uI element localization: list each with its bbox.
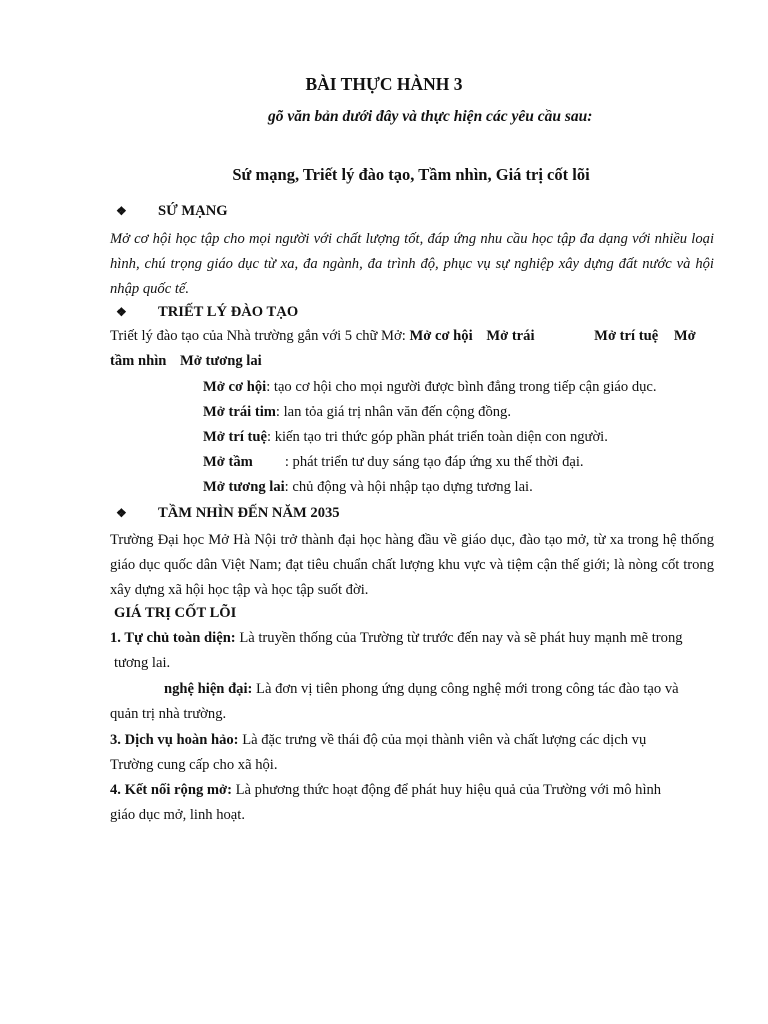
gia-tri-item-cont: Trường cung cấp cho xã hội. [110,757,278,773]
diamond-bullet-icon: ❖ [116,506,127,520]
gia-tri-item: 4. Kết nối rộng mở: Là phương thức hoạt động để phát huy hiệu quả của Trường với mô hình [110,782,662,798]
tam-nhin-heading: ❖ TẦM NHÌN ĐẾN NĂM 2035 [116,505,340,521]
gia-tri-heading: GIÁ TRỊ CỐT LÕI [114,605,237,621]
diamond-bullet-icon: ❖ [116,305,127,319]
gia-tri-item: 3. Dịch vụ hoàn hảo: Là đặc trưng về thái độ của mọi thành viên và chất lượng các dịch vụ [110,732,647,748]
triet-ly-item: Mở trí tuệ: kiến tạo tri thức góp phần phát triển toàn diện con người. [203,429,608,445]
su-mang-heading: ❖ SỨ MẠNG [116,203,228,219]
triet-ly-item: Mở trái tim: lan tỏa giá trị nhân văn đến cộng đồng. [203,404,511,420]
tam-nhin-text: Trường Đại học Mở Hà Nội trở thành đại học hàng đầu về giáo dục, đào tạo mở, từ xa trong hệ thống giáo dục quốc dân Việt Nam; đạt tiêu chuẩn chất lượng khu vực và tiệm cận thế giới; là nòng cốt trong xây dựng xã hội học tập và học tập suốt đời. [110,532,714,598]
su-mang-text: Mở cơ hội học tập cho mọi người với chất lượng tốt, đáp ứng nhu cầu học tập đa dạng với nhiều loại hình, chú trọng giáo dục từ xa, đa ngành, đa trình độ, phục vụ sự nghiệp xây dựng đất nước và hội nhập quốc tế. [110,231,714,297]
gia-tri-item-cont: tương lai. [114,655,171,671]
triet-ly-item: Mở tầm : phát triển tư duy sáng tạo đáp ứng xu thế thời đại. [203,454,584,470]
gia-tri-item-cont: giáo dục mở, linh hoạt. [110,807,245,823]
triet-ly-intro-line-2: tầm nhìn Mở tương lai [110,353,262,369]
gia-tri-item: 1. Tự chủ toàn diện: Là truyền thống của Trường từ trước đến nay và sẽ phát huy mạnh mẽ trong [110,630,683,646]
triet-ly-heading: ❖ TRIẾT LÝ ĐÀO TẠO [116,304,299,320]
gia-tri-item: nghệ hiện đại: Là đơn vị tiên phong ứng dụng công nghệ mới trong công tác đào tạo và [164,681,679,697]
document-subtitle: gõ văn bản dưới đây và thực hiện các yêu cầu sau: [268,108,593,125]
triet-ly-item: Mở cơ hội: tạo cơ hội cho mọi người được bình đẳng trong tiếp cận giáo dục. [203,379,657,395]
triet-ly-intro-line: Triết lý đào tạo của Nhà trường gắn với 5 chữ Mở: Mở cơ hội Mở trái Mở trí tuệ Mở [110,328,696,344]
triet-ly-item: Mở tương lai: chủ động và hội nhập tạo dựng tương lai. [203,479,533,495]
gia-tri-item-cont: quản trị nhà trường. [110,706,227,722]
section-heading: Sứ mạng, Triết lý đào tạo, Tầm nhìn, Giá trị cốt lõi [232,165,590,184]
document-title: BÀI THỰC HÀNH 3 [305,74,463,94]
diamond-bullet-icon: ❖ [116,204,127,218]
